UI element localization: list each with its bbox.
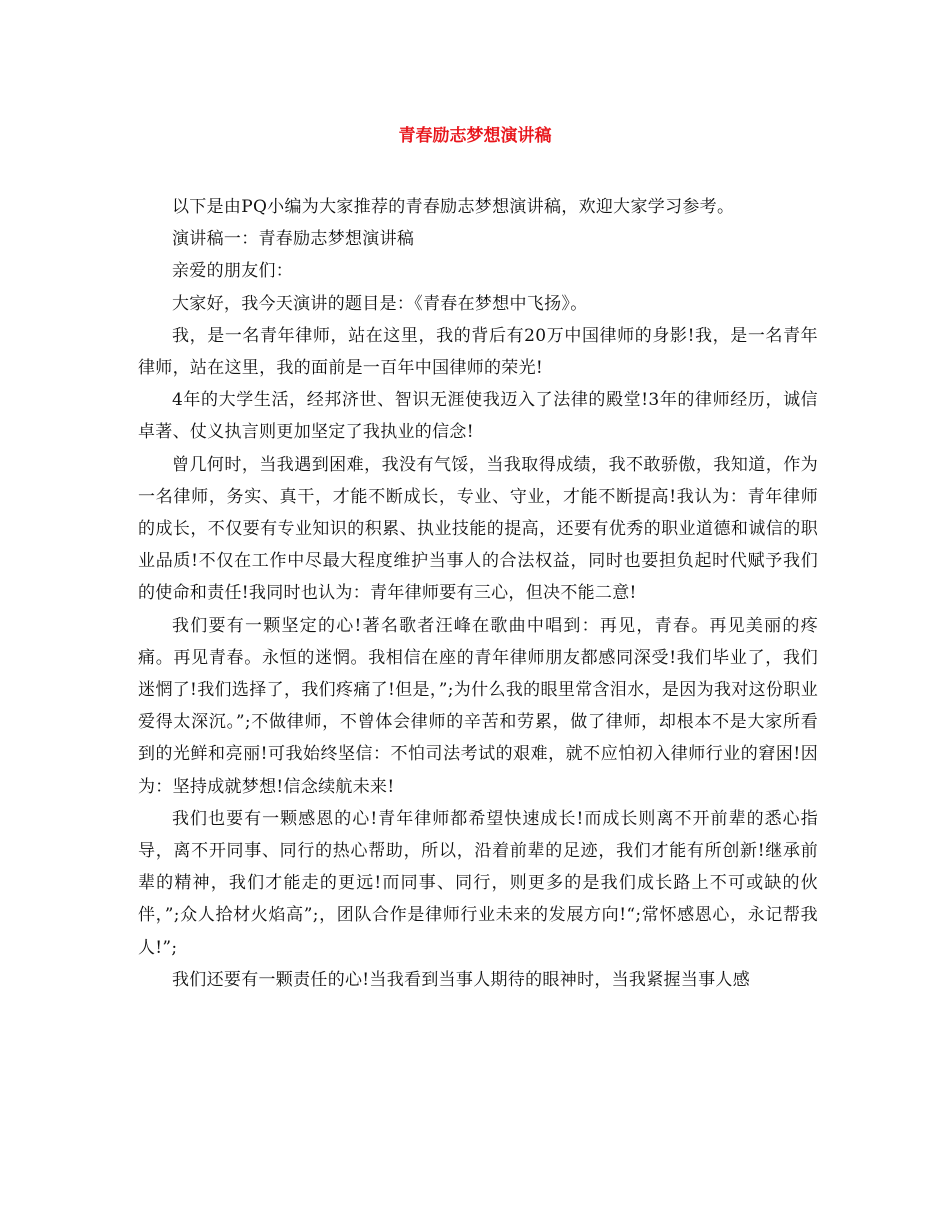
paragraph-grateful-heart: 我们也要有一颗感恩的心!青年律师都希望快速成长!而成长则离不开前辈的悉心指导，离不开同事、同行的热心帮助，所以，沿着前辈的足迹，我们才能有所创新!继承前辈的精神，我们才能走的更远!而同事、同行，则更多的是我们成长路上不可或缺的伙伴，”;众人拾材火焰高”;，团队合作是律师行业未来的发展方向!“;常怀感恩心，永记帮我人!”; xyxy=(138,808,818,958)
paragraph-growth: 曾几何时，当我遇到困难，我没有气馁，当我取得成绩，我不敢骄傲，我知道，作为一名律师，务实、真干，才能不断成长，专业、守业，才能不断提高!我认为：青年律师的成长，不仅要有专业知识的积累、执业技能的提高，还要有优秀的职业道德和诚信的职业品质!不仅在工作中尽最大程度维护当事人的合法权益，同时也要担负起时代赋予我们的使命和责任!我同时也认为：青年律师要有三心，但决不能二意! xyxy=(138,454,818,604)
paragraph-speech-heading: 演讲稿一：青春励志梦想演讲稿 xyxy=(172,229,415,250)
document-title: 青春励志梦想演讲稿 xyxy=(398,126,552,146)
document-body xyxy=(138,191,818,996)
paragraph-firm-heart: 我们要有一颗坚定的心!著名歌者汪峰在歌曲中唱到：再见，青春。再见美丽的疼痛。再见青春。永恒的迷惘。我相信在座的青年律师朋友都感同深受!我们毕业了，我们迷惘了!我们选择了，我们疼痛了!但是，”;为什么我的眼里常含泪水，是因为我对这份职业爱得太深沉。”;不做律师，不曾体会律师的辛苦和劳累，做了律师，却根本不是大家所看到的光鲜和亮丽!可我始终坚信：不怕司法考试的艰难，就不应怕初入律师行业的窘困!因为：坚持成就梦想!信念续航未来! xyxy=(138,615,818,797)
paragraph-salutation: 亲爱的朋友们： xyxy=(172,261,294,282)
paragraph-university: 4年的大学生活，经邦济世、智识无涯使我迈入了法律的殿堂!3年的律师经历，诚信卓著、仗义执言则更加坚定了我执业的信念! xyxy=(138,390,818,443)
paragraph-intro: 以下是由PQ小编为大家推荐的青春励志梦想演讲稿，欢迎大家学习参考。 xyxy=(172,197,735,217)
paragraph-responsible-heart: 我们还要有一颗责任的心!当我看到当事人期待的眼神时，当我紧握当事人感 xyxy=(172,969,751,990)
paragraph-topic: 大家好，我今天演讲的题目是：《青春在梦想中飞扬》。 xyxy=(172,293,588,314)
paragraph-lawyer-identity: 我，是一名青年律师，站在这里，我的背后有20万中国律师的身影!我，是一名青年律师，站在这里，我的面前是一百年中国律师的荣光! xyxy=(138,325,818,379)
